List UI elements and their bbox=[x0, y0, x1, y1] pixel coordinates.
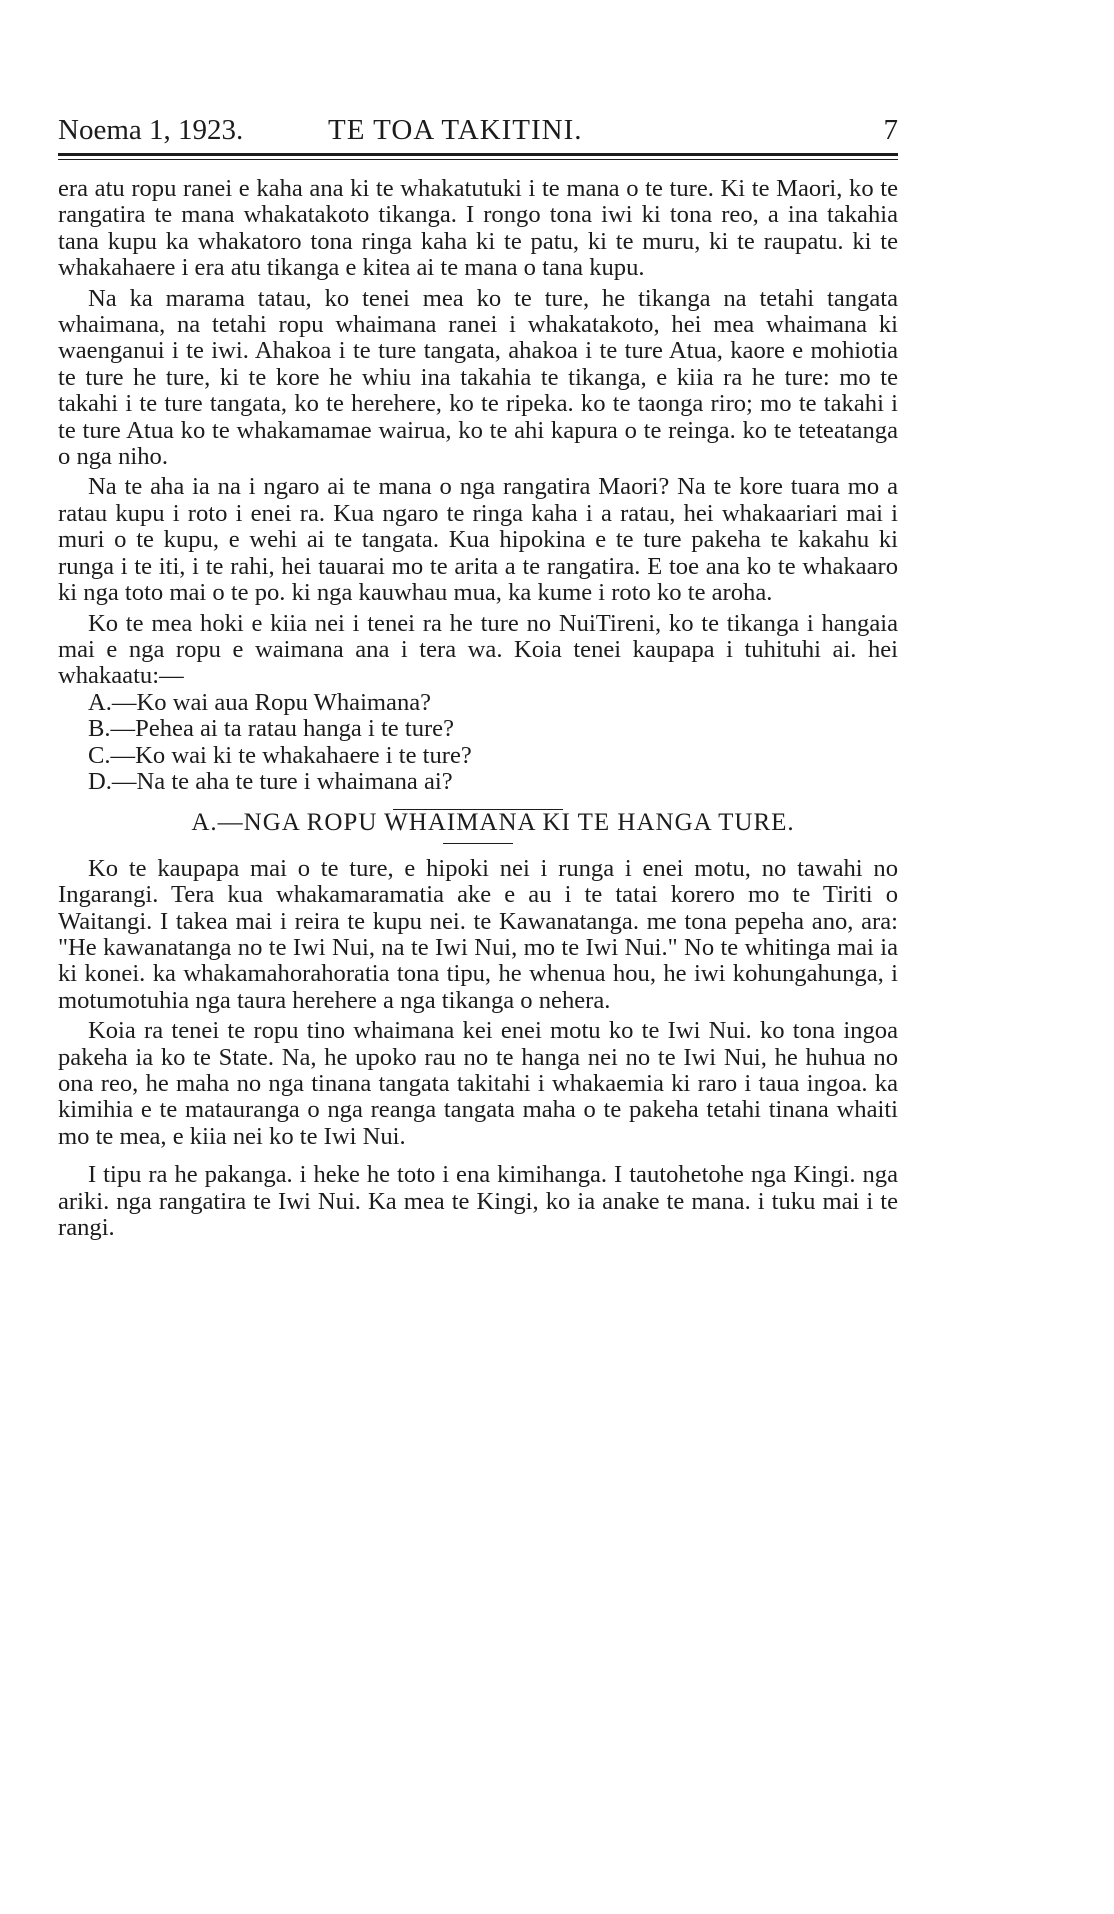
paragraph: era atu ropu ranei e kaha ana ki te whakatutuki i te mana o te ture. Ki te Maori, ko te rangatira te mana whakatakoto tikanga. I rongo tona iwi ki tona reo, a ina takahia tana kupu ka whakatoro tona ringa kaha ki te patu, ki te muru, ki te raupatu. ki te whakahaere i era atu tikanga e kitea ai te mana o tana kupu. bbox=[58, 175, 898, 282]
issue-date: Noema 1, 1923. bbox=[58, 114, 244, 146]
header-rule-thin bbox=[58, 159, 898, 160]
article-body bbox=[58, 176, 898, 1241]
list-item: C.—Ko wai ki te whakahaere i te ture? bbox=[88, 741, 472, 769]
section-heading: A.—NGA ROPU WHAIMANA KI TE HANGA TURE. bbox=[191, 809, 795, 837]
list-item: A.—Ko wai aua Ropu Whaimana? bbox=[88, 688, 432, 716]
paragraph: Ko te mea hoki e kiia nei i tenei ra he ture no NuiTireni, ko te tikanga i hangaia mai e nga ropu e waimana ana i tera wa. Koia tenei kaupapa i tuhituhi ai. hei whakaatu:— bbox=[58, 609, 898, 690]
running-header bbox=[58, 114, 898, 154]
paragraph: Ko te kaupapa mai o te ture, e hipoki nei i runga i enei motu, no tawahi no Ingarangi. Tera kua whakamaramatia ake e au i te tatai korero mo te Tiriti o Waitangi. I takea mai i reira te kupu nei. te Kawanatanga. me tona pepeha ano, ara: "He kawanatanga no te Iwi Nui, na te Iwi Nui, mo te Iwi Nui." No te whitinga mai ia ki konei. ka whakamahorahoratia tona tipu, he whenua hou, he iwi kohungahunga, i motumotuhia nga taura herehere a nga tikanga o nehera. bbox=[58, 854, 898, 1014]
paragraph: Koia ra tenei te ropu tino whaimana kei enei motu ko te Iwi Nui. ko tona ingoa pakeha ia ko te State. Na, he upoko rau no te hanga nei no te Iwi Nui, he huhua no ona reo, he maha no nga tinana tangata takitahi i whakaemia ki raro i taua ingoa. ka kimihia e te matauranga o nga reanga tangata maha o te pakeha tetahi tinana whaiti mo te mea, e kiia nei ko te Iwi Nui. bbox=[58, 1017, 898, 1150]
paragraph: I tipu ra he pakanga. i heke he toto i ena kimihanga. I tautohetohe nga Kingi. nga ariki. nga rangatira te Iwi Nui. Ka mea te Kingi, ko ia anake te mana. i tuku mai i te rangi. bbox=[58, 1161, 898, 1242]
list-item: D.—Na te aha te ture i whaimana ai? bbox=[88, 767, 453, 795]
publication-title: TE TOA TAKITINI. bbox=[328, 114, 583, 146]
list-item: B.—Pehea ai ta ratau hanga i te ture? bbox=[88, 715, 455, 743]
paragraph: Na ka marama tatau, ko tenei mea ko te ture, he tikanga na tetahi tangata whaimana, na tetahi ropu whaimana ranei i whakatakoto, hei mea whaimana ki waenganui i te iwi. Ahakoa i te ture tangata, ahakoa i te ture Atua, kaore e mohiotia te ture he ture, ki te kore he whiu ina takahia te tikanga, e kiia ra he ture: mo te takahi i te ture tangata, ko te herehere, ko te ripeka. ko te taonga riro; mo te takahi i te ture Atua ko te whakamamae wairua, ko te ahi kapura o te reinga. ko te teteatanga o nga niho. bbox=[58, 284, 898, 471]
paragraph: Na te aha ia na i ngaro ai te mana o nga rangatira Maori? Na te kore tuara mo a ratau kupu i roto i enei ra. Kua ngaro te ringa kaha i a ratau, hei whakaariari mai i muri o te kupu, e wehi ai te tangata. Kua hipokina e te ture pakeha te kakahu ki runga i te iti, i te rahi, hei tauarai mo te arita a te rangatira. E toe ana ko te whakaaro ki nga toto mai o te po. ki nga kauwhau mua, ka kume i roto ko te aroha. bbox=[58, 473, 898, 607]
header-rule bbox=[58, 153, 898, 156]
question-list bbox=[58, 690, 898, 796]
page-number: 7 bbox=[883, 114, 898, 146]
